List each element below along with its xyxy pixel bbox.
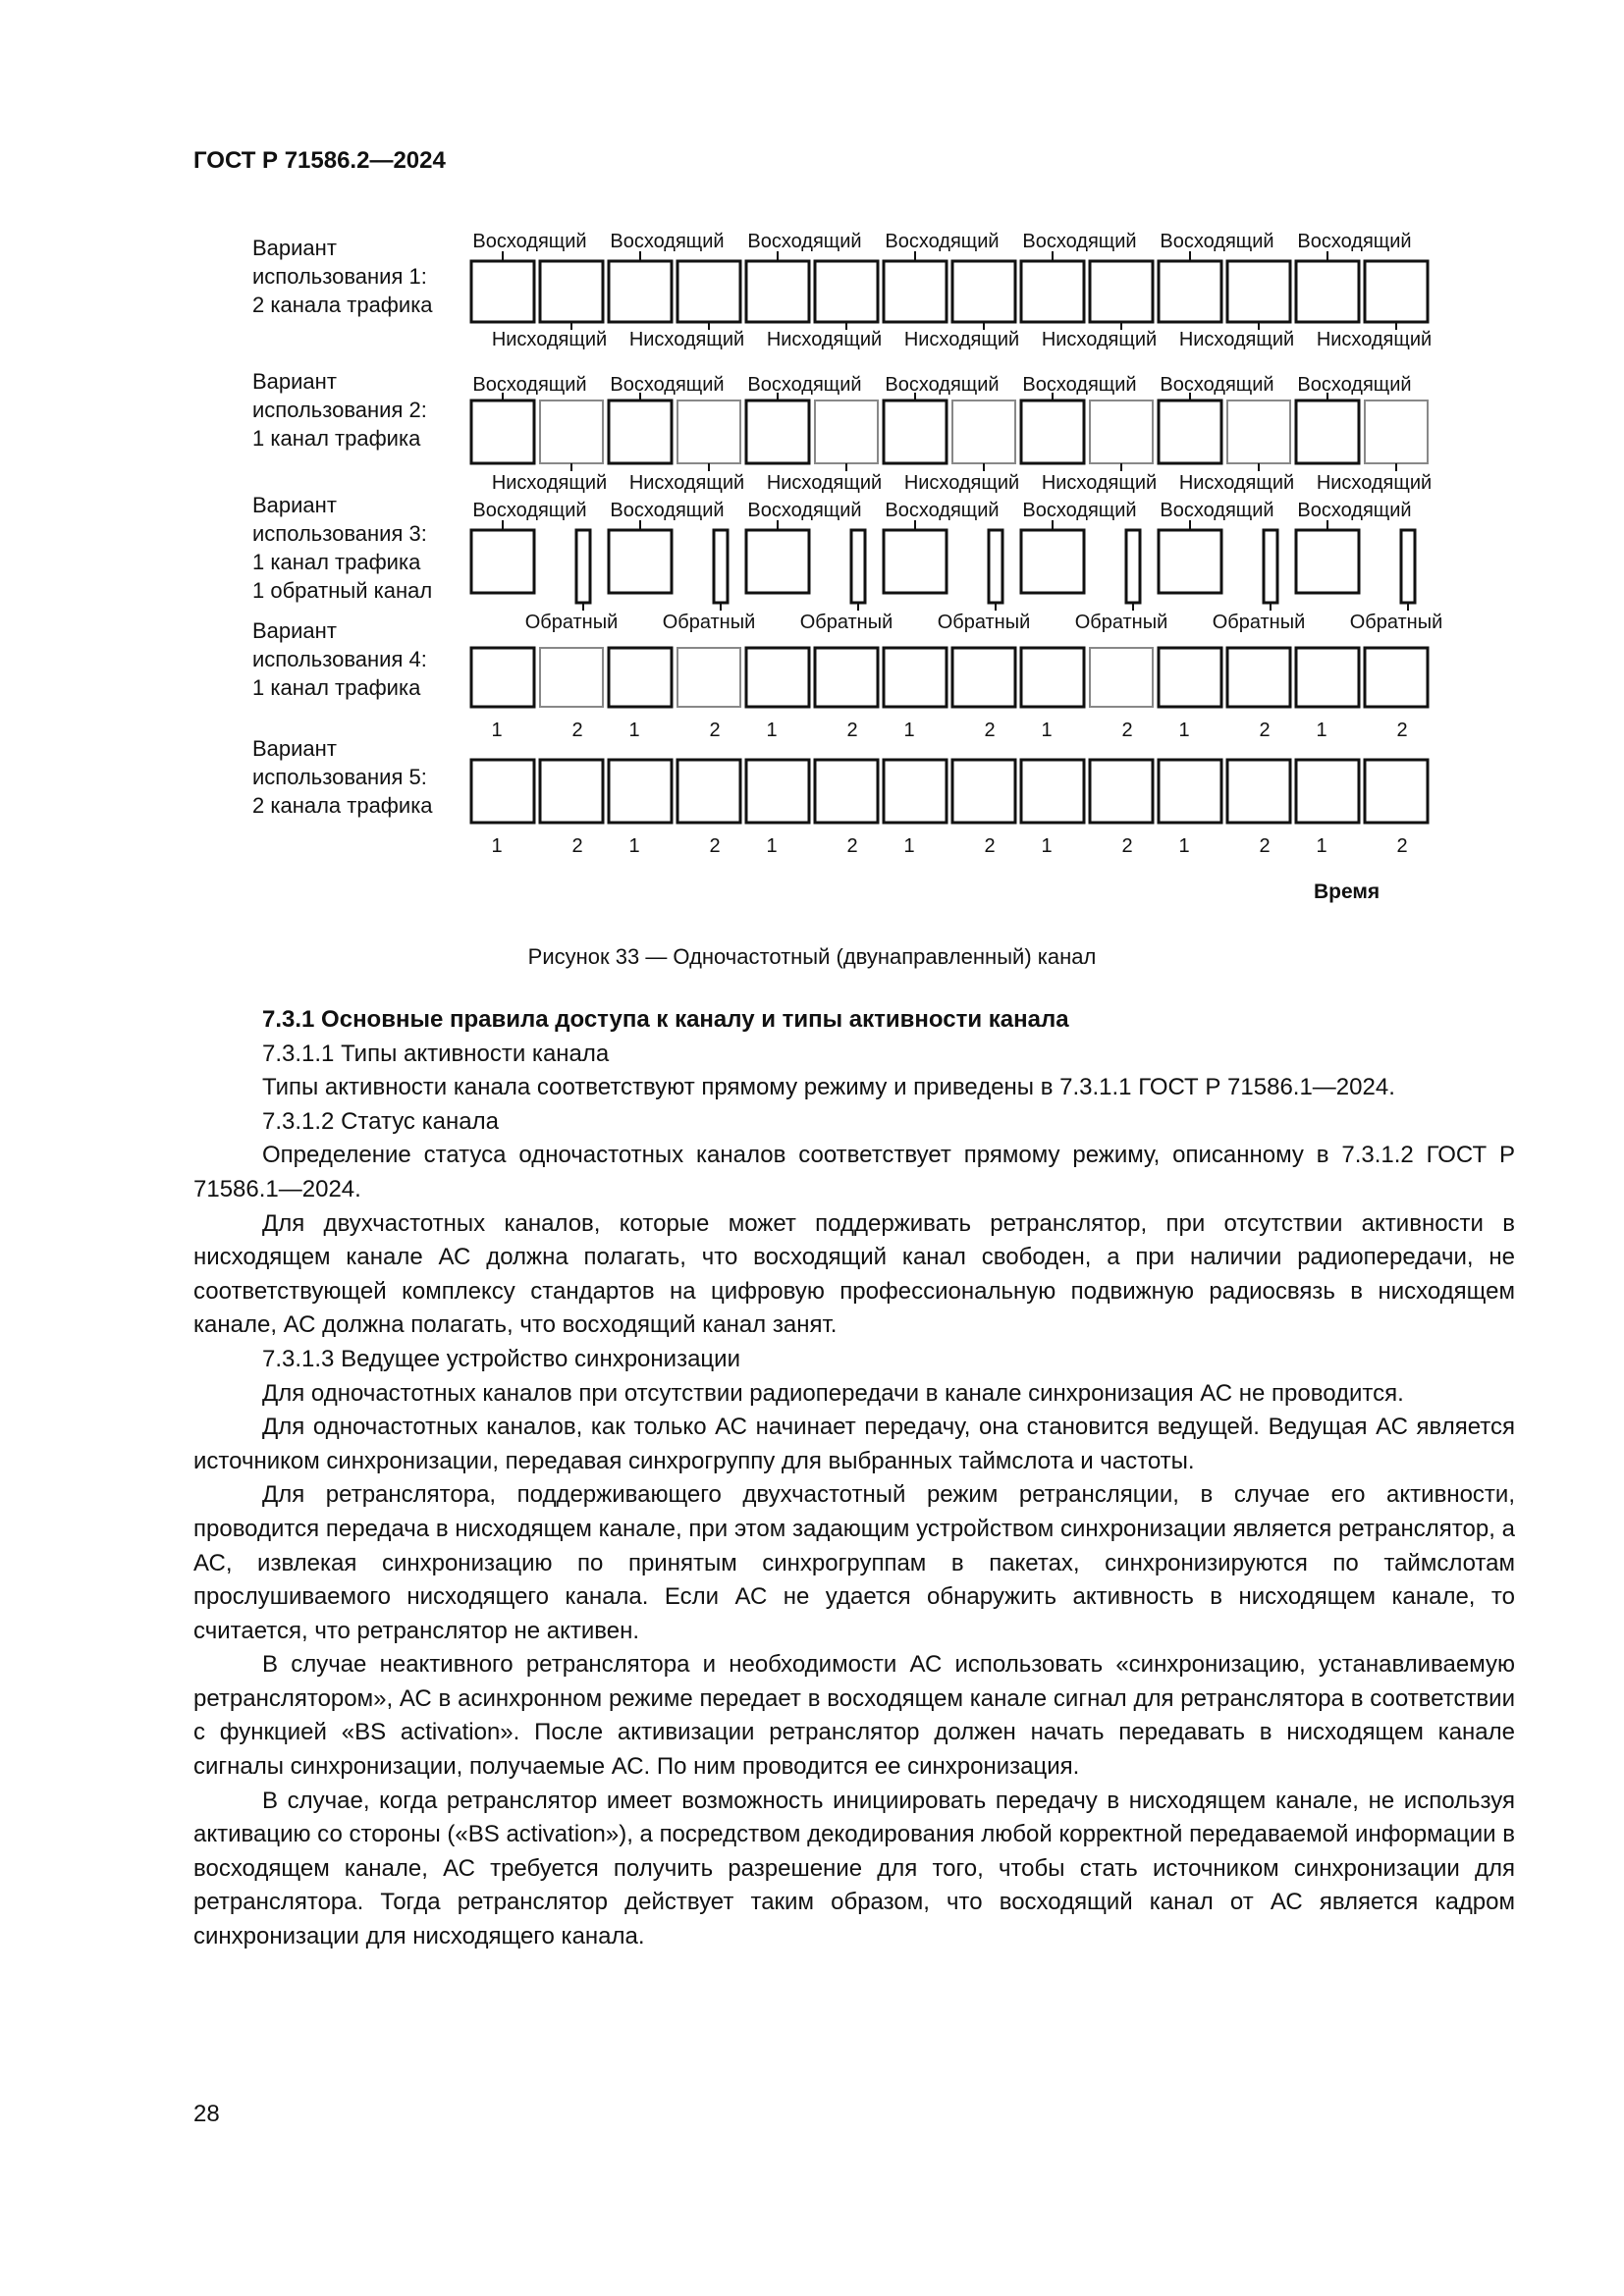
- reverse-label: Обратный: [1212, 612, 1306, 633]
- traffic-slot: [540, 648, 603, 707]
- variant-label: 1 канал трафика: [252, 426, 421, 451]
- channel-usage-figure: [0, 0, 1624, 942]
- downlink-label: Нисходящий: [491, 329, 608, 350]
- page-number: 28: [193, 2101, 220, 2127]
- subsection-heading: 7.3.1.3 Ведущее устройство синхронизации: [262, 1345, 740, 1372]
- uplink-slot: [1296, 261, 1359, 322]
- uplink-label: Восходящий: [747, 231, 862, 252]
- slot-number-label: 2: [709, 720, 721, 741]
- slot-number-label: 1: [491, 720, 503, 741]
- traffic-slot: [952, 648, 1015, 707]
- slot-number-label: 1: [1316, 720, 1327, 741]
- traffic-slot: [1090, 760, 1153, 823]
- slot-number-label: 1: [628, 835, 640, 857]
- slot-number-label: 2: [571, 835, 583, 857]
- uplink-slot: [1227, 261, 1290, 322]
- reverse-slot: [1401, 530, 1415, 603]
- slot-number-label: 2: [1396, 835, 1408, 857]
- downlink-slot: [815, 400, 878, 463]
- section-heading: 7.3.1 Основные правила доступа к каналу и типы активности канала: [262, 1006, 1069, 1033]
- traffic-slot: [1159, 648, 1221, 707]
- slot-number-label: 2: [846, 720, 858, 741]
- subsection-heading: 7.3.1.2 Статус канала: [262, 1107, 499, 1135]
- uplink-slot: [471, 400, 534, 463]
- downlink-label: Нисходящий: [766, 472, 883, 494]
- traffic-slot: [609, 760, 672, 823]
- traffic-slot: [1159, 760, 1221, 823]
- paragraph: Типы активности канала соответствуют прямому режиму и приведены в 7.3.1.1 ГОСТ Р 71586.1—2024.: [262, 1074, 1395, 1101]
- uplink-label: Восходящий: [885, 231, 1000, 252]
- slot-number-label: 1: [1041, 835, 1053, 857]
- reverse-slot: [1264, 530, 1277, 603]
- traffic-slot: [609, 648, 672, 707]
- slot-number-label: 1: [1041, 720, 1053, 741]
- variant-label: 2 канала трафика: [252, 793, 433, 818]
- traffic-slot: [677, 760, 740, 823]
- reverse-slot: [989, 530, 1002, 603]
- uplink-label: Восходящий: [747, 500, 862, 521]
- uplink-slot: [1296, 400, 1359, 463]
- slot-number-label: 2: [1259, 720, 1271, 741]
- uplink-label: Восходящий: [885, 374, 1000, 396]
- uplink-slot: [677, 261, 740, 322]
- uplink-slot: [609, 530, 672, 593]
- downlink-label: Нисходящий: [903, 472, 1020, 494]
- variant-label: Вариант: [252, 736, 337, 761]
- variant-label: 2 канала трафика: [252, 293, 433, 317]
- uplink-slot: [471, 530, 534, 593]
- variant-label: использования 4:: [252, 647, 427, 671]
- uplink-slot: [1021, 400, 1084, 463]
- uplink-slot: [746, 261, 809, 322]
- paragraph: В случае, когда ретранслятор имеет возможность инициировать передачу в нисходящем канале, не используя активацию со стороны («BS activation»), а посредством декодирования любой корректной передаваемой информации в восходящем канале, АС требуется получить разрешение для того, чтобы стать источником синхронизации для ретранслятора. Тогда ретранслятор действует таким образом, что восходящий канал от АС является кадром синхронизации для нисходящего канала.: [193, 1787, 1515, 1950]
- downlink-label: Нисходящий: [1178, 329, 1295, 350]
- uplink-slot: [1159, 400, 1221, 463]
- uplink-label: Восходящий: [1160, 500, 1274, 521]
- paragraph: Для одночастотных каналов, как только АС начинает передачу, она становится ведущей. Ведущая АС является источником синхронизации, передавая синхрогруппу для выбранных таймслота и частоты.: [193, 1414, 1515, 1474]
- traffic-slot: [1090, 648, 1153, 707]
- variant-label: использования 1:: [252, 264, 427, 289]
- downlink-slot: [540, 400, 603, 463]
- downlink-slot: [952, 400, 1015, 463]
- uplink-label: Восходящий: [472, 231, 587, 252]
- slot-number-label: 2: [1121, 720, 1133, 741]
- slot-number-label: 2: [1396, 720, 1408, 741]
- slot-number-label: 2: [709, 835, 721, 857]
- traffic-slot: [952, 760, 1015, 823]
- slot-number-label: 1: [766, 835, 778, 857]
- slot-number-label: 2: [1121, 835, 1133, 857]
- uplink-slot: [1021, 261, 1084, 322]
- uplink-slot: [540, 261, 603, 322]
- variant-label: 1 обратный канал: [252, 578, 433, 603]
- uplink-label: Восходящий: [747, 374, 862, 396]
- traffic-slot: [1227, 648, 1290, 707]
- variant-label: Вариант: [252, 618, 337, 643]
- paragraph: Для ретранслятора, поддерживающего двухчастотный режим ретрансляции, в случае его активности, проводится передача в нисходящем канале, при этом задающим устройством синхронизации является ретранслятор, а АС, извлекая синхронизацию по принятым синхрогруппам в пакетах, синхронизируются по таймслотам прослушиваемого нисходящего канала. Если АС не удается обнаружить активность в нисходящем канале, то считается, что ретранслятор не активен.: [193, 1481, 1515, 1644]
- uplink-label: Восходящий: [610, 231, 725, 252]
- traffic-slot: [677, 648, 740, 707]
- uplink-label: Восходящий: [1160, 231, 1274, 252]
- document-body: [193, 1003, 1515, 1954]
- traffic-slot: [746, 760, 809, 823]
- traffic-slot: [884, 648, 947, 707]
- downlink-label: Нисходящий: [628, 472, 745, 494]
- downlink-slot: [1227, 400, 1290, 463]
- uplink-label: Восходящий: [1160, 374, 1274, 396]
- uplink-slot: [884, 261, 947, 322]
- reverse-label: Обратный: [1349, 612, 1443, 633]
- paragraph: Для одночастотных каналов при отсутствии радиопередачи в канале синхронизация АС не проводится.: [262, 1379, 1404, 1407]
- downlink-label: Нисходящий: [766, 329, 883, 350]
- downlink-slot: [1090, 400, 1153, 463]
- paragraph: Для двухчастотных каналов, которые может поддерживать ретранслятор, при отсутствии активности в нисходящем канале АС должна полагать, что восходящий канал свободен, а при наличии радиопередачи, не соответствующей комплексу стандартов на цифровую профессиональную подвижную радиосвязь в нисходящем канале, АС должна полагать, что восходящий канал занят.: [193, 1209, 1515, 1339]
- uplink-slot: [1021, 530, 1084, 593]
- downlink-slot: [1365, 400, 1428, 463]
- downlink-label: Нисходящий: [1041, 472, 1158, 494]
- slot-number-label: 1: [1178, 835, 1190, 857]
- uplink-label: Восходящий: [1297, 500, 1412, 521]
- figure-caption: Рисунок 33 — Одночастотный (двунаправленный) канал: [527, 944, 1097, 969]
- slot-number-label: 2: [571, 720, 583, 741]
- slot-number-label: 1: [1178, 720, 1190, 741]
- reverse-label: Обратный: [937, 612, 1031, 633]
- uplink-label: Восходящий: [610, 500, 725, 521]
- downlink-label: Нисходящий: [628, 329, 745, 350]
- reverse-label: Обратный: [524, 612, 619, 633]
- traffic-slot: [1227, 760, 1290, 823]
- slot-number-label: 1: [1316, 835, 1327, 857]
- uplink-slot: [609, 261, 672, 322]
- downlink-slot: [677, 400, 740, 463]
- downlink-label: Нисходящий: [1041, 329, 1158, 350]
- uplink-slot: [884, 400, 947, 463]
- slot-number-label: 2: [1259, 835, 1271, 857]
- uplink-slot: [815, 261, 878, 322]
- paragraph: Определение статуса одночастотных каналов соответствует прямому режиму, описанному в 7.3.1.2 ГОСТ Р 71586.1—2024.: [193, 1142, 1515, 1202]
- reverse-label: Обратный: [1074, 612, 1168, 633]
- variant-label: использования 5:: [252, 765, 427, 789]
- uplink-slot: [1365, 261, 1428, 322]
- traffic-slot: [746, 648, 809, 707]
- uplink-slot: [1090, 261, 1153, 322]
- subsection-heading: 7.3.1.1 Типы активности канала: [262, 1040, 610, 1067]
- uplink-label: Восходящий: [472, 374, 587, 396]
- slot-number-label: 1: [903, 835, 915, 857]
- traffic-slot: [1296, 648, 1359, 707]
- uplink-slot: [1159, 261, 1221, 322]
- traffic-slot: [471, 760, 534, 823]
- traffic-slot: [471, 648, 534, 707]
- traffic-slot: [815, 760, 878, 823]
- uplink-label: Восходящий: [610, 374, 725, 396]
- downlink-label: Нисходящий: [491, 472, 608, 494]
- downlink-label: Нисходящий: [1178, 472, 1295, 494]
- traffic-slot: [1365, 760, 1428, 823]
- uplink-slot: [746, 530, 809, 593]
- uplink-slot: [1159, 530, 1221, 593]
- traffic-slot: [884, 760, 947, 823]
- slot-number-label: 1: [628, 720, 640, 741]
- uplink-slot: [884, 530, 947, 593]
- uplink-label: Восходящий: [885, 500, 1000, 521]
- downlink-label: Нисходящий: [903, 329, 1020, 350]
- uplink-slot: [952, 261, 1015, 322]
- reverse-slot: [851, 530, 865, 603]
- paragraph: В случае неактивного ретранслятора и необходимости АС использовать «синхронизацию, устанавливаемую ретранслятором», АС в асинхронном режиме передает в восходящем канале сигнал для ретранслятора в соответствии с функцией «BS activation». После активизации ретранслятор должен начать передавать в нисходящем канале сигналы синхронизации, получаемые АС. По ним проводится ее синхронизация.: [193, 1651, 1515, 1781]
- slot-number-label: 1: [491, 835, 503, 857]
- uplink-label: Восходящий: [472, 500, 587, 521]
- uplink-label: Восходящий: [1022, 374, 1137, 396]
- traffic-slot: [1365, 648, 1428, 707]
- reverse-label: Обратный: [662, 612, 756, 633]
- uplink-label: Восходящий: [1022, 231, 1137, 252]
- slot-number-label: 2: [846, 835, 858, 857]
- variant-label: Вариант: [252, 236, 337, 260]
- traffic-slot: [1021, 648, 1084, 707]
- reverse-slot: [714, 530, 728, 603]
- uplink-label: Восходящий: [1022, 500, 1137, 521]
- variant-label: Вариант: [252, 493, 337, 517]
- variant-label: использования 3:: [252, 521, 427, 546]
- slot-number-label: 1: [766, 720, 778, 741]
- reverse-slot: [1126, 530, 1140, 603]
- slot-number-label: 2: [984, 835, 996, 857]
- uplink-label: Восходящий: [1297, 374, 1412, 396]
- reverse-slot: [576, 530, 590, 603]
- traffic-slot: [815, 648, 878, 707]
- uplink-slot: [1296, 530, 1359, 593]
- uplink-slot: [746, 400, 809, 463]
- document-header: ГОСТ Р 71586.2—2024: [193, 147, 446, 174]
- downlink-label: Нисходящий: [1316, 329, 1433, 350]
- slot-number-label: 1: [903, 720, 915, 741]
- downlink-label: Нисходящий: [1316, 472, 1433, 494]
- reverse-label: Обратный: [799, 612, 893, 633]
- slot-number-label: 2: [984, 720, 996, 741]
- uplink-slot: [609, 400, 672, 463]
- variant-label: Вариант: [252, 369, 337, 394]
- variant-label: использования 2:: [252, 398, 427, 422]
- variant-label: 1 канал трафика: [252, 675, 421, 700]
- time-axis-label: Время: [1314, 881, 1380, 903]
- uplink-label: Восходящий: [1297, 231, 1412, 252]
- uplink-slot: [471, 261, 534, 322]
- variant-label: 1 канал трафика: [252, 550, 421, 574]
- traffic-slot: [1021, 760, 1084, 823]
- traffic-slot: [1296, 760, 1359, 823]
- traffic-slot: [540, 760, 603, 823]
